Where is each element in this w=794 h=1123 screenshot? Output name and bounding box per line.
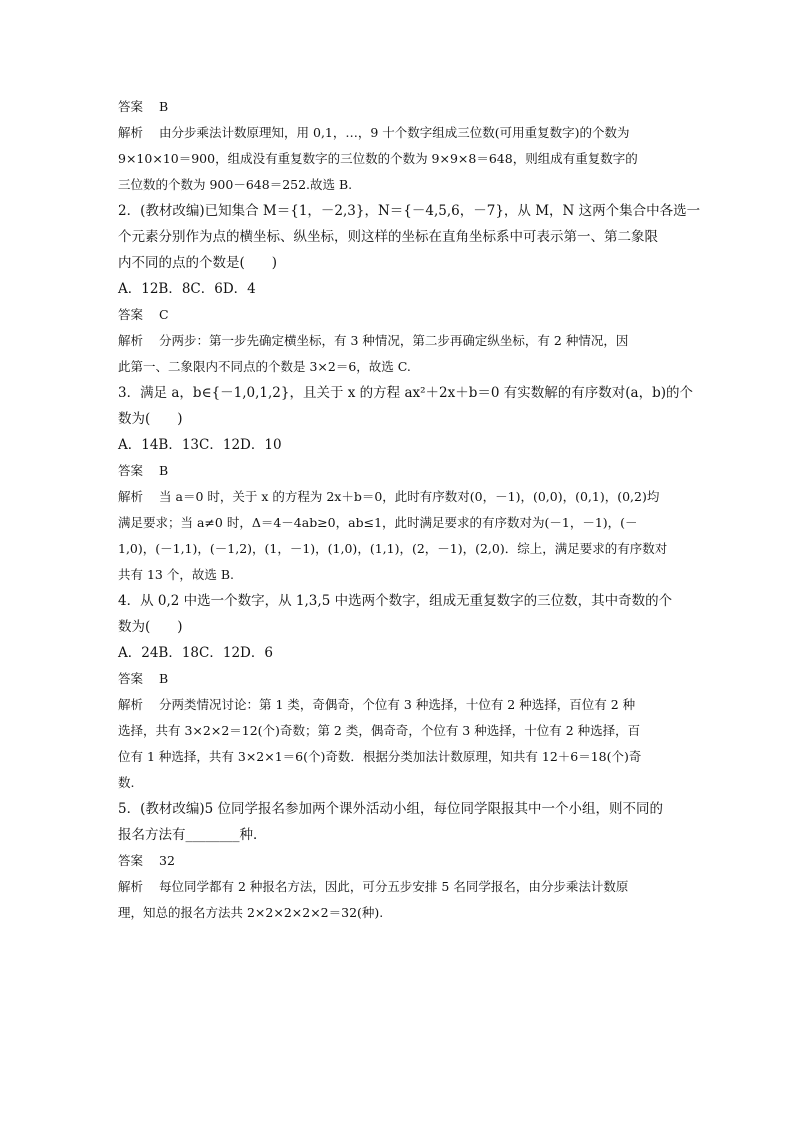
- question-line: 3．满足 a，b∈{－1,0,1,2}，且关于 x 的方程 ax²＋2x＋b＝0 有实数解的有序数对(a，b)的个: [118, 385, 693, 401]
- answer-label: 答案: [118, 463, 144, 478]
- analysis-block: [118, 328, 678, 380]
- analysis-line: [118, 328, 678, 354]
- options-line: A．12B．8C．6D．4: [118, 281, 256, 297]
- answer-label: 答案: [118, 307, 144, 322]
- analysis-text: 分两步：第一步先确定横坐标，有 3 种情况，第二步再确定纵坐标，有 2 种情况，因: [159, 333, 629, 348]
- analysis-line: 数.: [118, 775, 135, 790]
- answer-label: 答案: [118, 853, 144, 868]
- question-line: 报名方法有________种．: [118, 827, 267, 843]
- analysis-line: [118, 484, 678, 510]
- analysis-line: 满足要求；当 a≠0 时，Δ＝4－4ab≥0，ab≤1，此时满足要求的有序数对为(－1，－1)，(－: [118, 515, 638, 530]
- question-line: 数为( ): [118, 411, 183, 427]
- analysis-label: 解析: [118, 125, 144, 140]
- analysis-line: 三位数的个数为 900－648＝252.故选 B.: [118, 177, 353, 192]
- answer-line: [118, 666, 678, 692]
- analysis-line: 9×10×10＝900，组成没有重复数字的三位数的个数为 9×9×8＝648，则组成有重复数字的: [118, 151, 638, 166]
- answer-label: 答案: [118, 99, 144, 114]
- analysis-line: 1,0)，(－1,1)，(－1,2)，(1，－1)，(1,0)，(1,1)，(2，－1)，(2,0)．综上，满足要求的有序数对: [118, 541, 668, 556]
- analysis-line: [118, 692, 678, 718]
- answer-label: 答案: [118, 671, 144, 686]
- options-line: A．24B．18C．12D．6: [118, 645, 273, 661]
- question-line: 2．(教材改编)已知集合 M＝{1，－2,3}，N＝{－4,5,6，－7}，从 M，N 这两个集合中各选一: [118, 203, 701, 219]
- answer-value: 32: [159, 853, 175, 868]
- answer-line: [118, 458, 678, 484]
- analysis-block: [118, 484, 678, 588]
- answer-line: [118, 302, 678, 328]
- analysis-label: 解析: [118, 879, 144, 894]
- answer-line: [118, 848, 678, 874]
- analysis-label: 解析: [118, 489, 144, 504]
- answer-value: B: [159, 463, 169, 478]
- question-line: 数为( ): [118, 619, 183, 635]
- question-block: [118, 796, 678, 848]
- question-line: 4．从 0,2 中选一个数字，从 1,3,5 中选两个数字，组成无重复数字的三位数，其中奇数的个: [118, 593, 673, 609]
- answer-value: B: [159, 671, 169, 686]
- analysis-block: [118, 692, 678, 796]
- options-line: A．14B．13C．12D．10: [118, 437, 282, 453]
- question-line: 内不同的点的个数是( ): [118, 255, 278, 271]
- analysis-label: 解析: [118, 333, 144, 348]
- answer-value: C: [159, 307, 169, 322]
- analysis-line: [118, 120, 678, 146]
- question-block: [118, 588, 678, 640]
- analysis-label: 解析: [118, 697, 144, 712]
- question-line: 5．(教材改编)5 位同学报名参加两个课外活动小组，每位同学限报其中一个小组，则不同的: [118, 801, 664, 817]
- analysis-line: 理，知总的报名方法共 2×2×2×2×2＝32(种).: [118, 905, 384, 920]
- analysis-block: [118, 874, 678, 926]
- analysis-line: 选择，共有 3×2×2＝12(个)奇数；第 2 类，偶奇奇，个位有 3 种选择，十位有 2 种选择，百: [118, 723, 641, 738]
- analysis-text: 由分步乘法计数原理知，用 0,1，…，9 十个数字组成三位数(可用重复数字)的个数为: [159, 125, 630, 140]
- question-line: 个元素分别作为点的横坐标、纵坐标，则这样的坐标在直角坐标系中可表示第一、第二象限: [118, 229, 658, 245]
- analysis-line: 共有 13 个，故选 B.: [118, 567, 234, 582]
- analysis-block: [118, 120, 678, 198]
- analysis-text: 分两类情况讨论：第 1 类，奇偶奇，个位有 3 种选择，十位有 2 种选择，百位有 2 种: [159, 697, 636, 712]
- question-block: [118, 380, 693, 432]
- answer-value: B: [159, 99, 169, 114]
- analysis-line: [118, 874, 678, 900]
- analysis-text: 当 a＝0 时，关于 x 的方程为 2x＋b＝0，此时有序数对(0，－1)，(0,0)，(0,1)，(0,2)均: [159, 489, 660, 504]
- answer-line: [118, 94, 678, 120]
- document-page: [118, 94, 701, 926]
- analysis-text: 每位同学都有 2 种报名方法，因此，可分五步安排 5 名同学报名，由分步乘法计数原: [159, 879, 629, 894]
- analysis-line: 位有 1 种选择，共有 3×2×1＝6(个)奇数．根据分类加法计数原理，知共有 12＋6＝18(个)奇: [118, 749, 642, 764]
- analysis-line: 此第一、二象限内不同点的个数是 3×2＝6，故选 C.: [118, 359, 411, 374]
- question-block: [118, 198, 701, 276]
